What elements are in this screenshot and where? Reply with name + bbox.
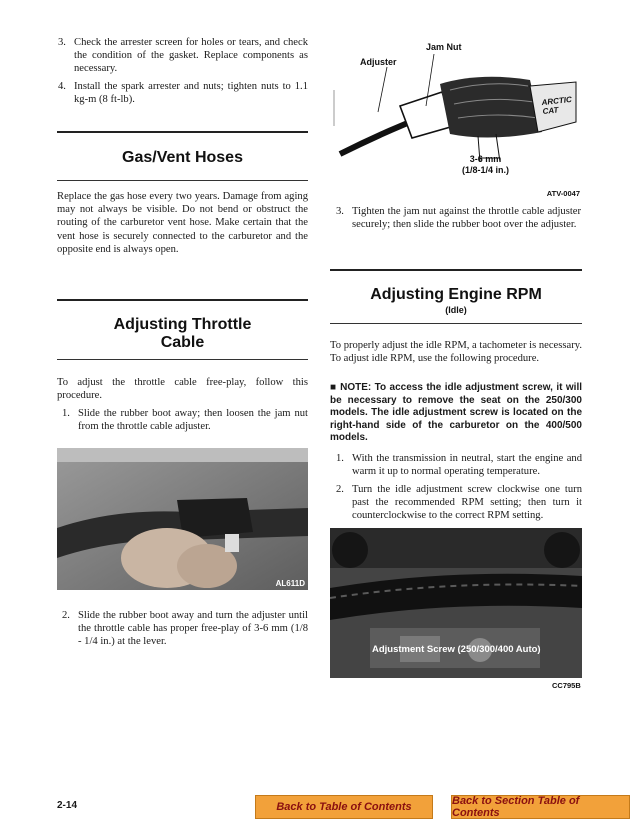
step-number: 1. [336, 453, 344, 464]
step-text: Install the spark arrester and nuts; tighten nuts to 1.1 kg-m (8 ft-lb). [74, 81, 308, 106]
left-step-4 [58, 80, 308, 106]
throttle-step-2 [62, 609, 308, 649]
throttle-intro: To adjust the throttle cable free-play, follow this procedure. [57, 377, 308, 402]
step-number: 2. [62, 610, 70, 621]
adjuster-label: Adjuster [360, 57, 397, 67]
section-rule-bottom [57, 180, 308, 181]
heading-line: Adjusting Throttle [113, 316, 252, 333]
step-number: 2. [336, 484, 344, 495]
section-rule-bottom [330, 323, 582, 324]
step-text: Check the arrester screen for holes or tears, and check the condition of the gasket. Replace components as necessary. [74, 37, 308, 75]
measurement-metric: 3-6 mm [469, 154, 502, 164]
rpm-intro: To properly adjust the idle RPM, a tachometer is necessary. To adjust idle RPM, use the following procedure. [330, 340, 582, 365]
step-text: Turn the idle adjustment screw clockwise one turn past the recommended RPM setting; then turn it counterclockwise to the correct RPM setting. [352, 484, 582, 522]
throttle-step-1 [62, 407, 308, 433]
photo-label: AL611D [275, 579, 305, 588]
photo-caption: Adjustment Screw (250/300/400 Auto) [372, 644, 541, 655]
diagram-id-label: ATV-0047 [546, 189, 580, 198]
step-number: 3. [336, 206, 344, 217]
back-to-toc-button[interactable]: Back to Table of Contents [255, 795, 433, 819]
back-to-section-toc-button[interactable]: Back to Section Table of Contents [451, 795, 630, 819]
carburetor-photo-illustration [330, 528, 582, 678]
engine-rpm-subheading: (Idle) [445, 305, 467, 315]
heading-line: Cable [160, 334, 205, 351]
photo-label: CC795B [552, 681, 581, 690]
rpm-step-2 [336, 483, 582, 523]
throttle-cable-heading [57, 316, 308, 352]
step-text: With the transmission in neutral, start the engine and warm it up to normal operating temperature. [352, 453, 582, 478]
measurement-label [462, 154, 509, 176]
adjustment-screw-photo [330, 528, 582, 678]
throttle-cable-photo [57, 448, 308, 590]
section-rule-top [57, 299, 308, 301]
engine-rpm-heading: Adjusting Engine RPM [370, 286, 542, 303]
jam-nut-label: Jam Nut [426, 42, 462, 52]
measurement-imperial: (1/8-1/4 in.) [462, 165, 510, 175]
section-rule-bottom [57, 359, 308, 360]
throttle-photo-illustration [57, 448, 308, 590]
rpm-note: ■ NOTE: To access the idle adjustment screw, it will be necessary to remove the seat on the 250/300 models. The idle adjustment screw is located on the right-hand side of the carburetor on the 400/500 models. [330, 382, 582, 444]
left-step-3 [58, 36, 308, 76]
brand-label: ARCTIC CAT [541, 94, 573, 117]
gas-hoses-body: Replace the gas hose every two years. Damage from aging may not always be visible. Do not bend or obstruct the routing of the carburetor vent hose. Make certain that the vent hose is securely connected to the carburetor and the opposite end is always open. [57, 191, 308, 255]
step-text: Tighten the jam nut against the throttle cable adjuster securely; then slide the rubber boot over the adjuster. [352, 206, 581, 231]
step-number: 1. [62, 408, 70, 419]
step-number: 3. [58, 37, 66, 48]
gas-vent-hoses-heading: Gas/Vent Hoses [122, 149, 243, 166]
rpm-step-1 [336, 452, 582, 478]
page-number: 2-14 [57, 800, 78, 811]
section-rule-top [330, 269, 582, 271]
step-text: Slide the rubber boot away and turn the adjuster until the throttle cable has proper free-play of 3-6 mm (1/8 - 1/4 in.) at the lever. [78, 610, 308, 648]
throttle-adjuster-diagram [330, 34, 582, 202]
step-number: 4. [58, 81, 66, 92]
step-text: Slide the rubber boot away; then loosen the jam nut from the throttle cable adjuster. [78, 408, 308, 433]
section-rule-top [57, 131, 308, 133]
right-step-3 [336, 205, 581, 231]
